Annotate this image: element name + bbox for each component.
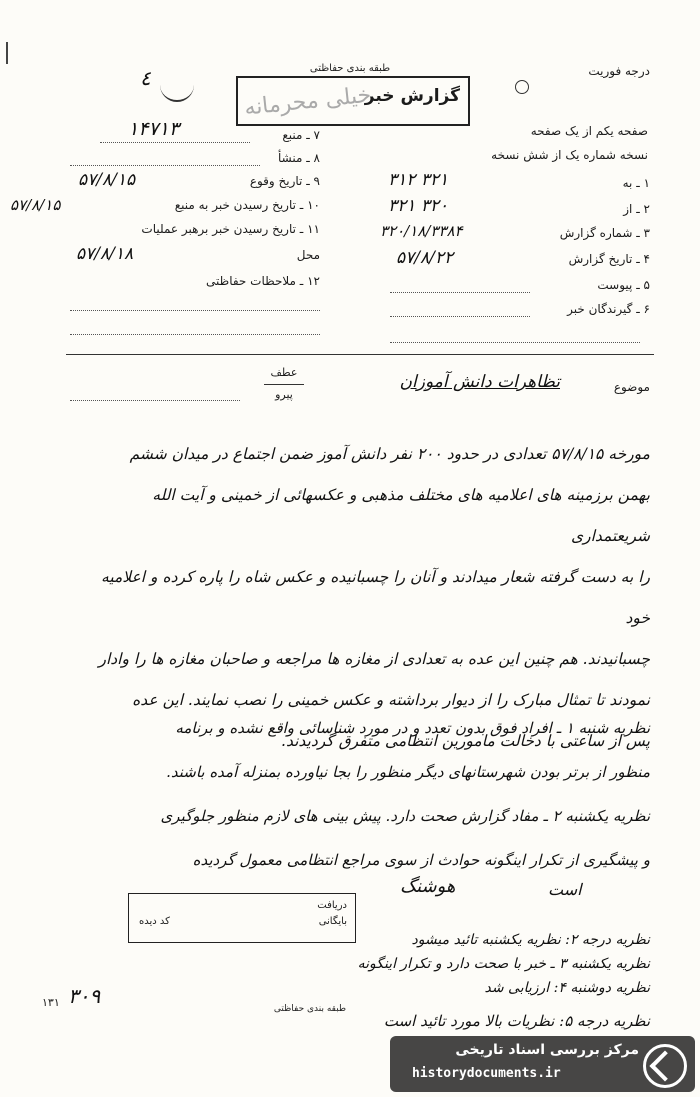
title-box (236, 76, 470, 126)
opinion-block (70, 706, 650, 882)
handwritten-mark: ٤ (140, 66, 151, 90)
classification-label: طبقه بندی حفاظتی (309, 63, 391, 74)
field-label: ۸ ـ منشأ (277, 151, 320, 165)
priority-label: درجه فوریت (588, 64, 650, 78)
bottom-line: نظریه یکشنبه ۳ ـ خبر با صحت دارد و تکرار اینگونه (357, 956, 650, 972)
field-label: ۳ ـ شماره گزارش (559, 226, 650, 240)
opinion-line: نظریه یکشنبه ۲ ـ مفاد گزارش صحت دارد. پیش بینی های لازم منظور جلوگیری (160, 807, 650, 825)
final-code: ۳۰۹ (68, 984, 101, 1008)
field-label: محل (296, 248, 320, 262)
page-line: صفحه یکم از یک صفحه (530, 124, 648, 138)
handwritten-curve (160, 82, 194, 102)
archive-logo-icon (643, 1044, 687, 1088)
field-label: ۱ ـ به (622, 176, 650, 190)
opinion-line: و پیشگیری از تکرار اینگونه حوادث از سوی مراجع انتظامی معمول گردیده (192, 851, 650, 869)
field-recipients (530, 302, 650, 316)
logo-mark (649, 1050, 680, 1081)
field-report-date (530, 252, 650, 266)
field-label: ۶ ـ گیرندگان خبر (567, 302, 650, 316)
signature: هوشنگ (400, 876, 456, 897)
code-number: ۱۴۷۱۳ (128, 118, 180, 140)
field-line (70, 310, 320, 311)
body-line: را به دست گرفته شعار میدادند و آنان را چسبانیده و عکس شاه را پاره کرده و اعلامیه خود (101, 568, 650, 627)
field-received-source (60, 198, 320, 212)
report-title: گزارش خبر (364, 86, 460, 106)
field-label: ۴ ـ تاریخ گزارش (568, 252, 650, 266)
body-line: نمودند تا تمثال مبارک را از دیوار برداشته و عکس خمینی را نصب نمایند. این عده (132, 691, 650, 709)
field-source (60, 128, 320, 142)
field-from (550, 202, 650, 216)
ref-sub-label: پیرو (275, 388, 293, 401)
field-value: ۵۷/۸/۱۸ (76, 244, 134, 264)
field-value: ۳۱۲ ۳۲۱ (388, 170, 449, 190)
field-value: ۳۲۱ ۳۲۰ (388, 196, 449, 216)
copy-line: نسخه شماره یک از شش نسخه (491, 148, 648, 162)
field-value: ۵۷/۸/۱۵ (10, 196, 61, 214)
margin-mark (6, 42, 26, 64)
field-line (390, 342, 640, 343)
subject-line (70, 400, 240, 401)
subject-value: تظاهرات دانش آموزان (399, 372, 560, 392)
field-origin (60, 151, 320, 165)
bottom-notes (190, 928, 650, 1000)
circle-mark (515, 80, 529, 94)
field-line (70, 334, 320, 335)
field-attachment (530, 278, 650, 292)
stamp-line: کد دیده (139, 916, 170, 927)
field-value: ۳۲۰/۱۸/۳۳۸۴ (380, 222, 463, 240)
field-value: ۵۷/۸/۱۵ (78, 170, 136, 190)
bottom-line: نظریه دوشنبه ۴: ارزیابی شد (484, 980, 650, 996)
field-line (70, 165, 260, 166)
stamp-line: دریافت (317, 900, 347, 911)
field-value: ۵۷/۸/۲۲ (396, 248, 454, 268)
field-label: ۹ ـ تاریخ وقوع (249, 174, 320, 188)
field-line (100, 142, 250, 143)
header-divider (66, 354, 654, 355)
field-label: ۲ ـ از (623, 202, 650, 216)
field-report-number (530, 226, 650, 240)
field-received-ops (60, 222, 320, 236)
classification-stamp: خیلی محرمانه (243, 82, 373, 121)
bottom-classification: طبقه بندی حفاظتی (273, 1004, 347, 1014)
opinion-line: نظریه شنبه ۱ ـ افراد فوق بدون تعدد و در مورد شناسائی واقع نشده و برنامه (175, 719, 650, 737)
body-line: پس از ساعتی با دخالت مامورین انتظامی متفرق گردیدند. (281, 732, 650, 750)
field-security-notes (60, 274, 320, 288)
body-line: چسبانیدند. هم چنین این عده به تعدادی از مغازه ها مراجعه و صاحبان مغازه ها را وادار (98, 650, 650, 668)
watermark-text: مرکز بررسی اسناد تاریخی (455, 1042, 639, 1058)
field-line (390, 316, 530, 317)
watermark (390, 1036, 695, 1092)
margin-number: ۱۳۱ (42, 996, 60, 1009)
bottom-line: نظریه درجه ۲: نظریه یکشنبه تائید میشود (411, 932, 650, 948)
signature-mark: است (548, 880, 582, 899)
field-line (390, 292, 530, 293)
final-line: نظریه درجه ۵: نظریات بالا مورد تائید است (383, 1012, 650, 1030)
body-line: مورخه ۵۷/۸/۱۵ تعدادی در حدود ۲۰۰ نفر دانش آموز ضمن اجتماع در میدان ششم (129, 445, 650, 463)
body-line: بهمن برزمینه های اعلامیه های مختلف مذهبی و عکسهائی از خمینی و آیت الله شریعتمداری (152, 486, 650, 545)
field-label: ۷ ـ منبع (282, 128, 320, 142)
field-label: ۱۰ ـ تاریخ رسیدن خبر به منبع (174, 198, 320, 212)
field-label: ۱۲ ـ ملاحظات حفاظتی (206, 274, 320, 288)
subject-label: موضوع (613, 380, 650, 394)
stamp-line: بایگانی (318, 916, 347, 927)
field-label: ۱۱ ـ تاریخ رسیدن خبر برهبر عملیات (141, 222, 320, 236)
opinion-line: منظور از برتر بودن شهرستانهای دیگر منظور را بجا نیاورده بمنزله آمده باشند. (166, 763, 650, 781)
field-to (550, 176, 650, 190)
field-label: ۵ ـ پیوست (597, 278, 650, 292)
watermark-url: historydocuments.ir (412, 1066, 561, 1081)
ref-divider (264, 384, 304, 385)
ref-label: عطف (270, 366, 298, 379)
